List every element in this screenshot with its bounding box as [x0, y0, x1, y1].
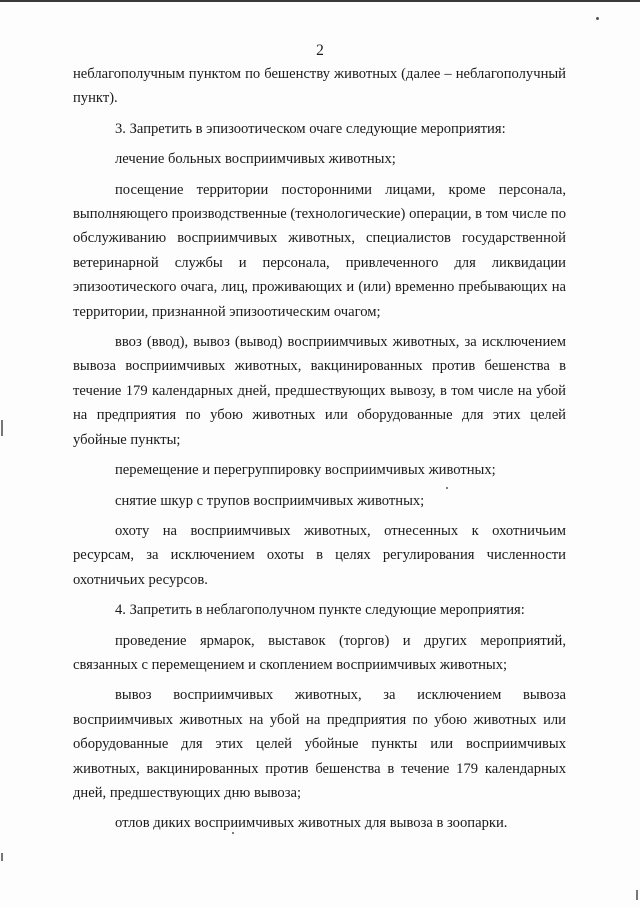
document-body: [73, 62, 566, 842]
paragraph: 3. Запретить в эпизоотическом очаге следующие мероприятия:: [115, 120, 506, 137]
paragraph: вывоз восприимчивых животных, за исключением вывоза восприимчивых животных на убой на предприятия по убою животных или оборудованные для этих целей убойные пункты или восприимчивых животных, вакцинированных против бешенства в течение 179 календарных дней, предшествующих дню вывоза;: [73, 687, 566, 801]
scan-edge-mark: [636, 890, 638, 900]
scan-edge-mark: [1, 420, 3, 436]
page-number: 2: [316, 42, 324, 59]
top-edge-rule: [0, 0, 640, 2]
scan-edge-mark: [1, 853, 3, 861]
scan-speck: [596, 17, 599, 20]
paragraph: лечение больных восприимчивых животных;: [115, 151, 396, 168]
paragraph: перемещение и перегруппировку восприимчивых животных;: [115, 462, 496, 479]
paragraph: ввоз (ввод), вывоз (вывод) восприимчивых животных, за исключением вывоза восприимчивых животных, вакцинированных против бешенства в течение 179 календарных дней, предшествующих вывозу, в том числе на убой на предприятия по убою животных или оборудованные для этих целей убойные пункты;: [73, 334, 566, 448]
paragraph: посещение территории посторонними лицами, кроме персонала, выполняющего производственные (технологические) операции, в том числе по обслуживанию восприимчивых животных, специалистов государственной ветеринарной службы и персонала, привлеченного для ликвидации эпизоотического очага, лиц, проживающих и (или) временно пребывающих на территории, признанной эпизоотическим очагом;: [73, 181, 566, 320]
paragraph: охоту на восприимчивых животных, отнесенных к охотничьим ресурсам, за исключением охоты в целях регулирования численности охотничьих ресурсов.: [73, 522, 566, 588]
paragraph: неблагополучным пунктом по бешенству животных (далее – неблагополучный пункт).: [73, 66, 566, 107]
paragraph: 4. Запретить в неблагополучном пункте следующие мероприятия:: [115, 602, 525, 619]
scan-speck: [446, 487, 448, 489]
scan-speck: [232, 832, 234, 834]
paragraph: проведение ярмарок, выставок (торгов) и других мероприятий, связанных с перемещением и скоплением восприимчивых животных;: [73, 632, 566, 673]
paragraph: снятие шкур с трупов восприимчивых животных;: [115, 492, 425, 509]
paragraph: отлов диких восприимчивых животных для вывоза в зоопарки.: [115, 815, 508, 832]
